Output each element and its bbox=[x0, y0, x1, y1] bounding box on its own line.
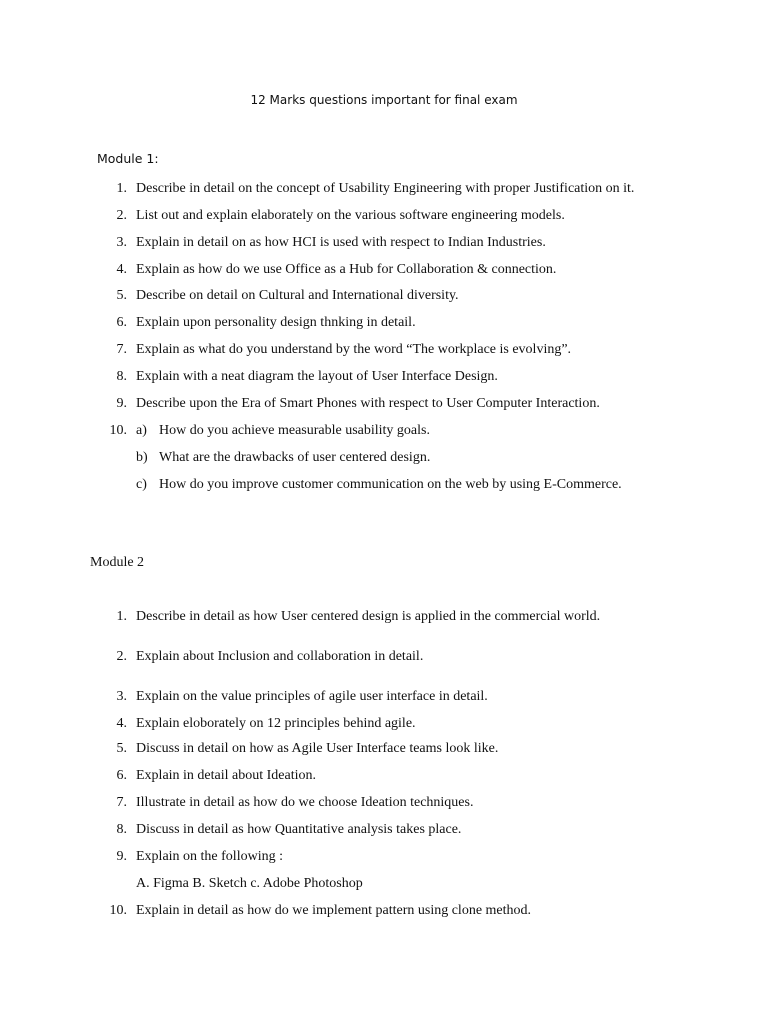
list-item-text: Explain as how do we use Office as a Hub for Collaboration & connection. bbox=[136, 262, 557, 277]
list-item-number: 9. bbox=[116, 849, 127, 864]
list-item-text: Describe on detail on Cultural and International diversity. bbox=[136, 288, 459, 303]
sub-item-text: How do you improve customer communication on the web by using E-Commerce. bbox=[159, 477, 622, 492]
list-item-text: Explain upon personality design thnking in detail. bbox=[136, 315, 416, 330]
list-item-number: 8. bbox=[116, 822, 127, 837]
list-item-text: Explain on the value principles of agile user interface in detail. bbox=[136, 689, 488, 704]
list-item-number: 4. bbox=[116, 262, 127, 277]
list-item-text: A. Figma B. Sketch c. Adobe Photoshop bbox=[136, 876, 363, 891]
sub-item-letter: a) bbox=[136, 423, 147, 438]
list-item-text: Explain about Inclusion and collaboration in detail. bbox=[136, 649, 424, 664]
sub-item-letter: c) bbox=[136, 477, 147, 492]
list-item-number: 5. bbox=[116, 288, 127, 303]
list-item-text: Describe in detail on the concept of Usability Engineering with proper Justification on it. bbox=[136, 181, 635, 196]
list-item-number: 2. bbox=[116, 208, 127, 223]
page-title: 12 Marks questions important for final exam bbox=[250, 93, 518, 107]
sub-item-text: What are the drawbacks of user centered design. bbox=[159, 450, 431, 465]
list-item-text: Explain eloborately on 12 principles behind agile. bbox=[136, 716, 416, 731]
list-item-number: 2. bbox=[116, 649, 127, 664]
sub-item-letter: b) bbox=[136, 450, 148, 465]
list-item-number: 7. bbox=[116, 342, 127, 357]
list-item-number: 9. bbox=[116, 396, 127, 411]
module-2-heading: Module 2 bbox=[90, 555, 145, 570]
list-item-number: 8. bbox=[116, 369, 127, 384]
list-item-text: Explain with a neat diagram the layout of User Interface Design. bbox=[136, 369, 498, 384]
list-item-number: 5. bbox=[116, 741, 127, 756]
list-item-text: Explain as what do you understand by the word “The workplace is evolving”. bbox=[136, 342, 572, 357]
list-item-text: Describe in detail as how User centered design is applied in the commercial world. bbox=[136, 609, 601, 624]
list-item-number: 6. bbox=[116, 768, 127, 783]
list-item-text: Illustrate in detail as how do we choose Ideation techniques. bbox=[136, 795, 474, 810]
list-item-text: Describe upon the Era of Smart Phones with respect to User Computer Interaction. bbox=[136, 396, 600, 411]
list-item-text: Discuss in detail on how as Agile User Interface teams look like. bbox=[136, 741, 499, 756]
list-item-number: 3. bbox=[116, 689, 127, 704]
list-item-number: 6. bbox=[116, 315, 127, 330]
list-item-text: List out and explain elaborately on the various software engineering models. bbox=[136, 208, 565, 223]
list-item-number: 7. bbox=[116, 795, 127, 810]
list-item-number: 4. bbox=[116, 716, 127, 731]
list-item-number: 3. bbox=[116, 235, 127, 250]
list-item-text: Explain on the following : bbox=[136, 849, 283, 864]
list-item-text: Explain in detail about Ideation. bbox=[136, 768, 317, 783]
list-item-number: 10. bbox=[109, 423, 127, 438]
list-item-number: 10. bbox=[109, 903, 127, 918]
list-item-number: 1. bbox=[116, 609, 127, 624]
list-item-text: Discuss in detail as how Quantitative analysis takes place. bbox=[136, 822, 462, 837]
sub-item-text: How do you achieve measurable usability goals. bbox=[159, 423, 430, 438]
list-item-text: Explain in detail as how do we implement pattern using clone method. bbox=[136, 903, 532, 918]
list-item-text: Explain in detail on as how HCI is used with respect to Indian Industries. bbox=[136, 235, 546, 250]
list-item-number: 1. bbox=[116, 181, 127, 196]
module-1-heading: Module 1: bbox=[97, 151, 159, 166]
